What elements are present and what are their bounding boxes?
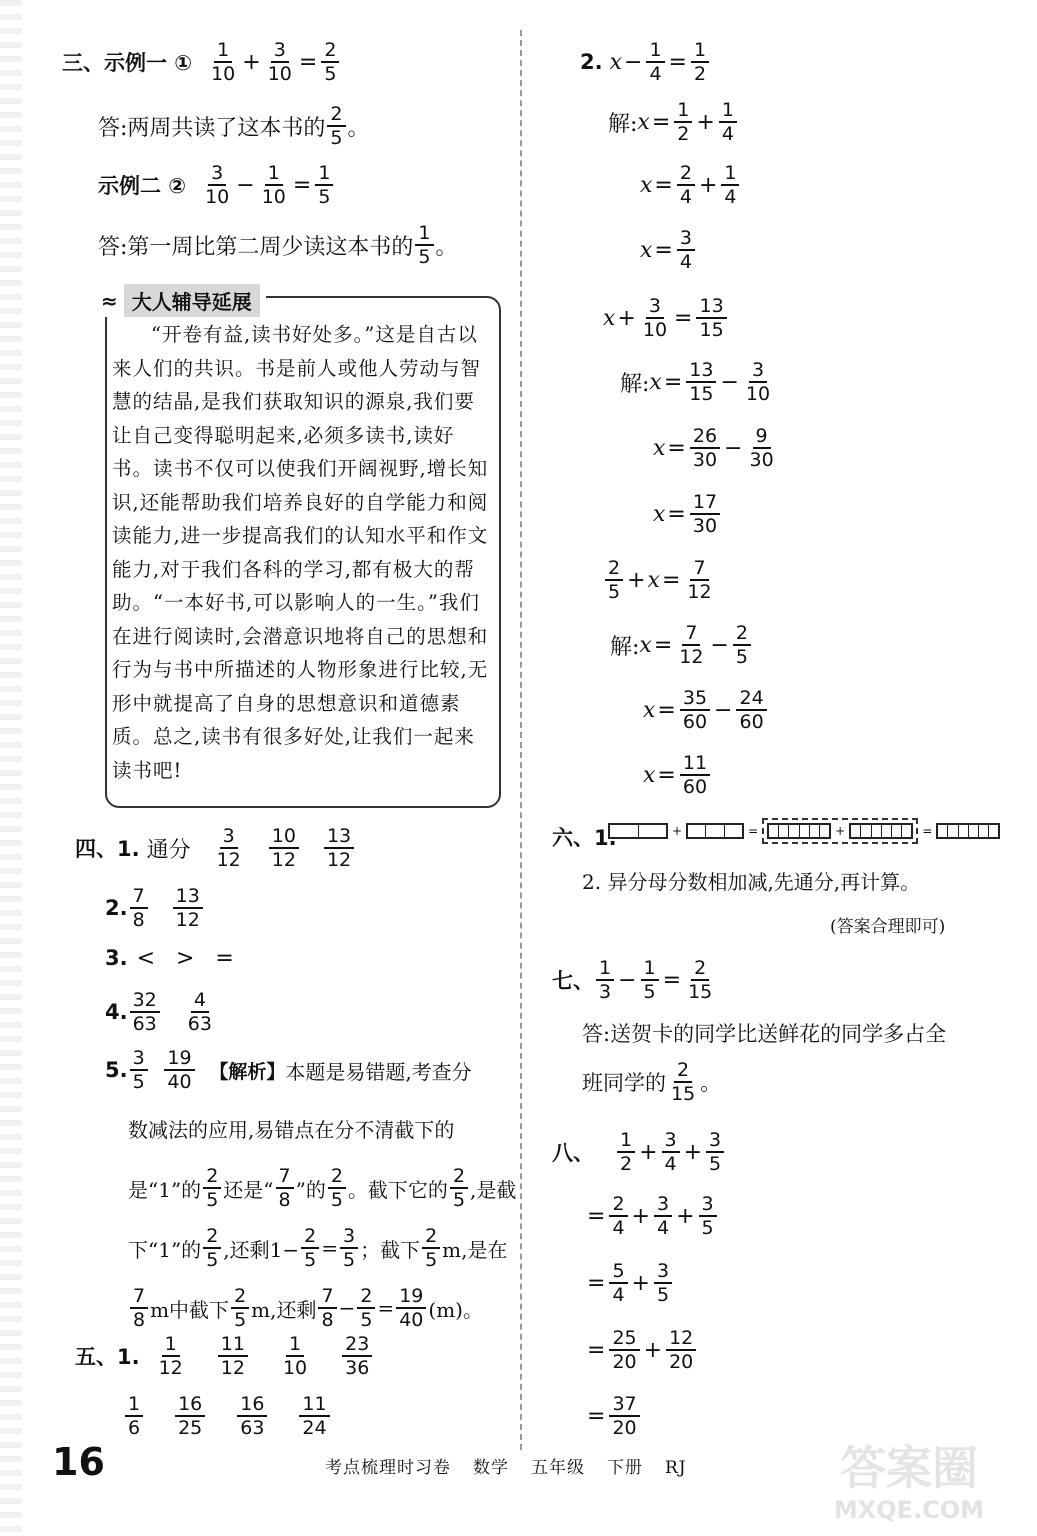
- fraction: $\frac{7}{8}$: [130, 1285, 148, 1331]
- fraction: $\frac{5}{4}$: [609, 1260, 627, 1306]
- fraction: $\frac{7}{12}$: [679, 622, 704, 668]
- plus-sign: +: [672, 824, 683, 838]
- s5-q2-step1: 解: x = $\frac{1}{2}$ + $\frac{1}{4}$: [608, 92, 739, 152]
- bar-6parts-b: [849, 823, 913, 839]
- fraction: $\frac{1}{4}$: [719, 99, 737, 145]
- s4-q5-line2: 数减法的应用,易错点在分不清截下的: [128, 1117, 455, 1142]
- fraction: $\frac{3}{10}$: [745, 359, 771, 405]
- s5-q1-row1: 五、1. $\frac{1}{12}$ $\frac{11}{12}$ $\frac{1}{10}$ $\frac{23}{36}$: [75, 1326, 374, 1386]
- s5-q2-step3: x = $\frac{3}{4}$: [640, 220, 697, 280]
- fraction: $\frac{19}{40}$: [396, 1285, 426, 1331]
- fraction-bar-diagram: [608, 818, 1000, 844]
- bar-3parts: [686, 823, 744, 839]
- fraction: $\frac{2}{5}$: [231, 1285, 249, 1331]
- fraction: $\frac{23}{36}$: [342, 1333, 372, 1379]
- s5-q2: 2. x − $\frac{1}{4}$ = $\frac{1}{2}$: [580, 32, 711, 92]
- equals-sign: =: [748, 824, 759, 838]
- fraction: $\frac{2}{5}$: [301, 1225, 319, 1271]
- fraction: $\frac{1}{3}$: [596, 957, 614, 1003]
- fraction: $\frac{1}{2}$: [617, 1129, 635, 1175]
- fraction: $\frac{2}{5}$: [203, 1165, 221, 1211]
- fraction: $\frac{10}{12}$: [269, 825, 299, 871]
- fraction: $\frac{13}{15}$: [686, 359, 716, 405]
- fraction: $\frac{24}{60}$: [736, 687, 766, 733]
- fraction: $\frac{16}{63}$: [237, 1393, 267, 1439]
- fraction: $\frac{3}{10}$: [642, 295, 668, 341]
- eq3-step2: x = $\frac{35}{60}$ − $\frac{24}{60}$: [643, 680, 769, 740]
- fraction: $\frac{32}{63}$: [130, 989, 160, 1035]
- fraction: $\frac{13}{15}$: [696, 295, 726, 341]
- s3-example1: 三、示例一 ① $\frac{1}{10}$ + $\frac{3}{10}$ = $\frac{2}{5}$: [62, 32, 341, 92]
- fraction: $\frac{2}{4}$: [609, 1193, 627, 1239]
- s4-q1: 四、1. 通分 $\frac{3}{12}$ $\frac{10}{12}$ $\frac{13}{12}$: [75, 818, 356, 878]
- fraction: $\frac{19}{40}$: [164, 1047, 194, 1093]
- s6-q2: 2. 异分母分数相加减,先通分,再计算。: [582, 870, 921, 894]
- footer-title: 考点梳理时习卷 数学 五年级 下册 RJ: [325, 1458, 687, 1478]
- fraction: $\frac{1}{4}$: [646, 39, 664, 85]
- page-edge: [0, 0, 22, 1536]
- fraction: $\frac{13}{12}$: [173, 885, 203, 931]
- fraction: $\frac{1}{5}$: [641, 957, 659, 1003]
- s5-q2-step2: x = $\frac{2}{4}$ + $\frac{1}{4}$: [640, 155, 741, 215]
- fraction: $\frac{3}{5}$: [654, 1260, 672, 1306]
- fraction: $\frac{4}{63}$: [187, 989, 212, 1035]
- s6-label: 六、1.: [552, 826, 617, 850]
- bar-6parts-a: [767, 823, 831, 839]
- fraction: $\frac{3}{10}$: [267, 39, 292, 85]
- eq2-step2: x = $\frac{26}{30}$ − $\frac{9}{30}$: [653, 418, 779, 478]
- fraction: $\frac{11}{12}$: [218, 1333, 248, 1379]
- s3-answer1: 答:两周共读了这本书的 $\frac{2}{5}$ 。: [98, 103, 370, 149]
- fraction: $\frac{1}{12}$: [158, 1333, 183, 1379]
- fraction: $\frac{26}{30}$: [690, 425, 720, 471]
- s3-answer2: 答:第一周比第二周少读这本书的 $\frac{1}{5}$ 。: [98, 222, 458, 268]
- eq3-step3: x = $\frac{11}{60}$: [643, 745, 712, 805]
- fraction: $\frac{3}{4}$: [662, 1129, 680, 1175]
- wave-icon: ≈: [101, 288, 118, 313]
- fraction: $\frac{2}{15}$: [671, 1059, 696, 1105]
- fraction: $\frac{25}{20}$: [609, 1327, 639, 1373]
- s4-q2: 2. $\frac{7}{8}$ $\frac{13}{12}$: [105, 878, 205, 938]
- eq2-step3: x = $\frac{17}{30}$: [653, 484, 722, 544]
- watermark-logo: 答案圈 MXQE.COM: [833, 1441, 985, 1524]
- fraction: $\frac{1}{5}$: [315, 162, 333, 208]
- fraction: $\frac{2}{5}$: [203, 1225, 221, 1271]
- fraction: $\frac{1}{10}$: [282, 1333, 308, 1379]
- s8-line2: = $\frac{2}{4}$ + $\frac{3}{4}$ + $\frac{3}{5}$: [585, 1186, 719, 1246]
- s4-q3: 3. < > =: [105, 945, 234, 971]
- fraction: $\frac{13}{12}$: [324, 825, 354, 871]
- fraction: $\frac{3}{5}$: [699, 1193, 717, 1239]
- s3-example2: 示例二 ② $\frac{3}{10}$ − $\frac{1}{10}$ = $\frac{1}{5}$: [98, 155, 335, 215]
- bar-2parts: [608, 823, 668, 839]
- fraction: $\frac{9}{30}$: [749, 425, 774, 471]
- fraction: $\frac{2}{5}$: [328, 1165, 346, 1211]
- fraction: $\frac{3}{5}$: [130, 1047, 148, 1093]
- fraction: $\frac{1}{2}$: [674, 99, 692, 145]
- fraction: $\frac{1}{2}$: [691, 39, 709, 85]
- fraction: $\frac{1}{4}$: [721, 162, 739, 208]
- fraction: $\frac{2}{5}$: [605, 557, 623, 603]
- fraction: $\frac{16}{25}$: [175, 1393, 205, 1439]
- s7-eq: 七、 $\frac{1}{3}$ − $\frac{1}{5}$ = $\frac{2}{15}$: [552, 950, 717, 1010]
- fraction: $\frac{35}{60}$: [680, 687, 710, 733]
- eq3-step1: 解: x = $\frac{7}{12}$ − $\frac{2}{5}$: [610, 615, 753, 675]
- fraction: $\frac{1}{6}$: [125, 1393, 143, 1439]
- parent-tip-text: “开卷有益,读书好处多。”这是自古以来人们的共识。书是前人或他人劳动与智慧的结晶,是我们获取知识的源泉,我们要让自己变得聪明起来,必须多读书,读好书。读书不仅可以使我们开阔视野,增长知识,还能帮助我们培养良好的自学能力和阅读能力,进一步提高我们的认知水平和作文能力,对于我们各科的学习,都有极大的帮助。“一本好书,可以影响人的一生。”我们在进行阅读时,会潜意识地将自己的思想和行为与书中所描述的人物形象进行比较,无形中就提高了自身的思想意识和道德素质。总之,读书有很多好处,让我们一起来读书吧!: [112, 323, 489, 782]
- fraction: $\frac{7}{12}$: [687, 557, 712, 603]
- bar-6parts-c: [936, 823, 1000, 839]
- fraction: $\frac{7}{8}$: [276, 1165, 294, 1211]
- fraction: $\frac{3}{4}$: [654, 1193, 672, 1239]
- s8-line5: = $\frac{37}{20}$: [585, 1386, 642, 1446]
- dashed-group: +: [762, 818, 918, 844]
- fraction: $\frac{2}{4}$: [677, 162, 695, 208]
- s4-q5-line4: 下“1”的 $\frac{2}{5}$ ,还剩1− $\frac{2}{5}$ = $\frac{3}{5}$ ；截下 $\frac{2}{5}$ m,是在: [128, 1225, 508, 1271]
- fraction: $\frac{1}{5}$: [415, 222, 433, 268]
- fraction: $\frac{3}{5}$: [340, 1225, 358, 1271]
- fraction: $\frac{1}{10}$: [261, 162, 286, 208]
- fraction: $\frac{2}{5}$: [357, 1285, 375, 1331]
- page-number: 16: [52, 1440, 105, 1484]
- eq3: $\frac{2}{5}$ + x = $\frac{7}{12}$: [603, 550, 717, 610]
- fraction: $\frac{3}{4}$: [677, 227, 695, 273]
- fraction: $\frac{2}{5}$: [450, 1165, 468, 1211]
- fraction: $\frac{2}{5}$: [733, 622, 751, 668]
- s4-q5-line3: 是“1”的 $\frac{2}{5}$ 还是“ $\frac{7}{8}$ ”的 $\frac{2}{5}$ 。截下它的 $\frac{2}{5}$ ,是截: [128, 1165, 517, 1211]
- s4-q4: 4. $\frac{32}{63}$ $\frac{4}{63}$: [105, 982, 217, 1042]
- fraction: $\frac{2}{5}$: [422, 1225, 440, 1271]
- eq2: x + $\frac{3}{10}$ = $\frac{13}{15}$: [603, 288, 729, 348]
- fraction: $\frac{2}{5}$: [327, 103, 345, 149]
- column-divider: [520, 30, 522, 1450]
- fraction: $\frac{37}{20}$: [609, 1393, 639, 1439]
- s4-q5-line1: 5. $\frac{3}{5}$ $\frac{19}{40}$ 【解析】 本题是易错题,考查分: [105, 1047, 472, 1093]
- s4-q5-line5: $\frac{7}{8}$ m中截下 $\frac{2}{5}$ m,还剩 $\frac{7}{8}$ − $\frac{2}{5}$ = $\frac{19}{40}$ (m)。: [128, 1278, 483, 1338]
- s7-answer: 答:送贺卡的同学比送鲜花的同学多占全: [582, 1022, 947, 1046]
- eq2-step1: 解: x = $\frac{13}{15}$ − $\frac{3}{10}$: [620, 352, 775, 412]
- s8-line1: 八、 $\frac{1}{2}$ + $\frac{3}{4}$ + $\frac{3}{5}$: [552, 1122, 726, 1182]
- fraction: $\frac{3}{5}$: [706, 1129, 724, 1175]
- fraction: $\frac{3}{10}$: [205, 162, 230, 208]
- s8-line4: = $\frac{25}{20}$ + $\frac{12}{20}$: [585, 1320, 698, 1380]
- fraction: $\frac{11}{60}$: [680, 752, 710, 798]
- fraction: $\frac{1}{10}$: [211, 39, 236, 85]
- fraction: $\frac{11}{24}$: [299, 1393, 329, 1439]
- fraction: $\frac{3}{12}$: [216, 825, 241, 871]
- parent-tip-title: ≈ 大人辅导延展: [95, 284, 266, 317]
- equals-sign: =: [922, 824, 933, 838]
- s8-line3: = $\frac{5}{4}$ + $\frac{3}{5}$: [585, 1253, 674, 1313]
- fraction: $\frac{2}{5}$: [321, 39, 339, 85]
- fraction: $\frac{17}{30}$: [690, 491, 720, 537]
- fraction: $\frac{12}{20}$: [666, 1327, 696, 1373]
- s5-q1-row2: [123, 1386, 332, 1446]
- fraction: $\frac{7}{8}$: [318, 1285, 336, 1331]
- fraction: $\frac{2}{15}$: [688, 957, 713, 1003]
- fraction: $\frac{7}{8}$: [130, 885, 148, 931]
- s7-answer2: 班同学的 $\frac{2}{15}$ 。: [582, 1059, 722, 1105]
- s6-note: (答案合理即可): [830, 917, 946, 937]
